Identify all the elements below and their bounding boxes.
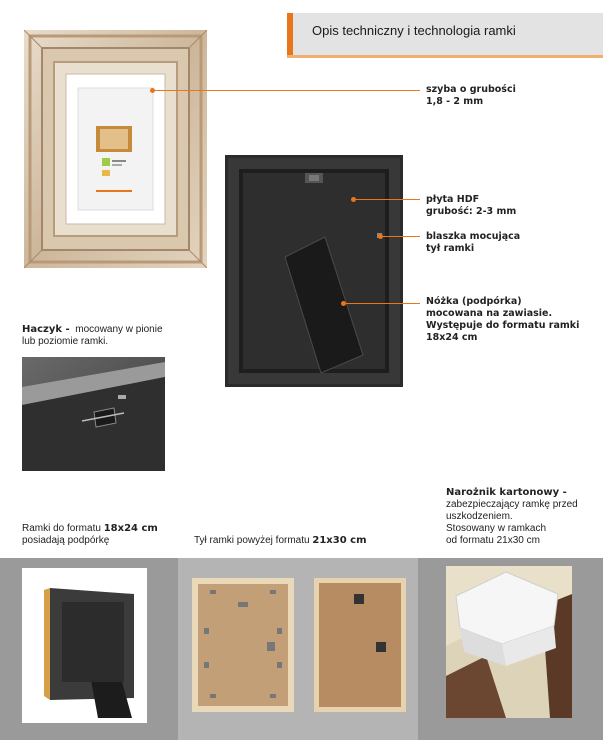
- section-title: Opis techniczny i technologia ramki: [312, 23, 516, 38]
- hdf-pointer-line: [356, 199, 420, 200]
- frame-with-stand-photo: [22, 568, 147, 723]
- stand-callout: Nóżka (podpórka) mocowana na zawiasie. Występuje do formatu ramki 18x24 cm: [426, 296, 580, 343]
- stand-pointer-line: [346, 303, 420, 304]
- front-frame-photo: [24, 30, 207, 268]
- plate-pointer-line: [383, 236, 420, 237]
- header-underline: [287, 55, 603, 58]
- hook-photo: [22, 357, 165, 471]
- glass-pointer-line: [155, 90, 420, 91]
- glass-callout: szyba o grubości 1,8 - 2 mm: [426, 84, 516, 107]
- back-frame-photo-left: [192, 578, 294, 712]
- hook-title: Haczyk -: [22, 324, 70, 335]
- corner-title: Narożnik kartonowy -: [446, 487, 567, 498]
- stand-format-note: Ramki do formatu 18x24 cm posiadają podpórkę: [22, 523, 158, 546]
- corner-note: Narożnik kartonowy - zabezpieczający ramkę przed uszkodzeniem. Stosowany w ramkach od formatu 21x30 cm: [446, 487, 578, 546]
- cardboard-corner-photo: [446, 566, 572, 718]
- plate-callout: blaszka mocująca tył ramki: [426, 231, 521, 254]
- back-frame-photo-right: [314, 578, 406, 712]
- hook-note: Haczyk - mocowany w pionie lub poziomie ramki.: [22, 324, 163, 347]
- hdf-callout: płyta HDF grubość: 2-3 mm: [426, 194, 517, 217]
- back-frame-photo: [225, 155, 403, 387]
- back-format-note: Tył ramki powyżej formatu 21x30 cm: [194, 535, 367, 546]
